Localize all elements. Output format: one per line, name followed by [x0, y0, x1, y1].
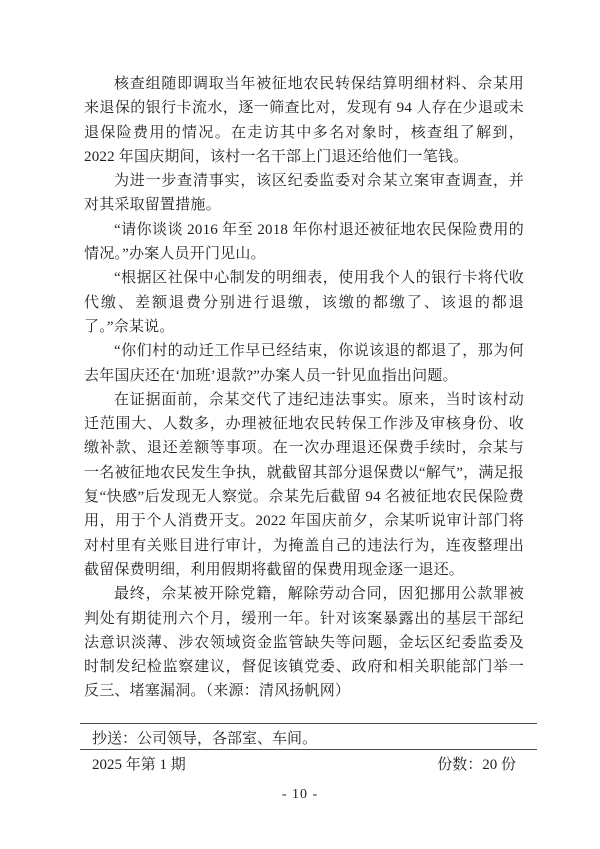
copies-count: 份数：20 份	[437, 757, 516, 773]
issue-number: 2025 年第 1 期	[92, 757, 186, 773]
body-paragraph: “请你谈谈 2016 年至 2018 年你村退还被征地农民保险费用的情况。”办案人员开门见山。	[84, 221, 524, 263]
cc-line: 抄送：公司领导，各部室、车间。	[92, 731, 318, 747]
body-paragraph: 最终，佘某被开除党籍，解除劳动合同，因犯挪用公款罪被判处有期徒刑六个月，缓刑一年。针对该案暴露出的基层干部纪法意识淡薄、涉农领域资金监管缺失等问题，金坛区纪委监委及时制发纪检监察建议，督促该镇党委、政府和相关职能部门举一反三、堵塞漏洞。（来源：清风扬帆网）	[84, 586, 524, 700]
footer-divider-bottom	[80, 749, 537, 750]
issue-meta-row	[92, 755, 516, 775]
page-number: - 10 -	[281, 787, 319, 802]
article-body	[84, 72, 524, 704]
body-paragraph: 核查组随即调取当年被征地农民转保结算明细材料、佘某用来退保的银行卡流水，逐一筛查比对，发现有 94 人存在少退或未退保险费用的情况。在走访其中多名对象时，核查组了解到，2022 年国庆期间，该村一名干部上门退还给他们一笔钱。	[84, 76, 524, 165]
body-paragraph: 在证据面前，佘某交代了违纪违法事实。原来，当时该村动迁范围大、人数多，办理被征地农民转保工作涉及审核身份、收缴补款、退还差额等事项。在一次办理退还保费手续时，佘某与一名被征地农民发生争执，就截留其部分退保费以“解气”，满足报复“快感”后发现无人察觉。佘某先后截留 94 名被征地农民保险费用，用于个人消费开支。2022 年国庆前夕，佘某听说审计部门将对村里有关账目进行审计，为掩盖自己的违法行为，连夜整理出截留保费明细，利用假期将截留的保费用现金逐一退还。	[84, 391, 524, 578]
body-paragraph: “你们村的动迁工作早已经结束，你说该退的都退了，那为何去年国庆还在‘加班’退款?”办案人员一针见血指出问题。	[84, 343, 524, 384]
body-paragraph: “根据区社保中心制发的明细表，使用我个人的银行卡将代收代缴、差额退费分别进行退缴，该缴的都缴了、该退的都退了。”佘某说。	[84, 270, 524, 335]
body-paragraph: 为进一步查清事实，该区纪委监委对佘某立案审查调查，并对其采取留置措施。	[84, 173, 524, 214]
footer-divider-top	[80, 723, 537, 724]
